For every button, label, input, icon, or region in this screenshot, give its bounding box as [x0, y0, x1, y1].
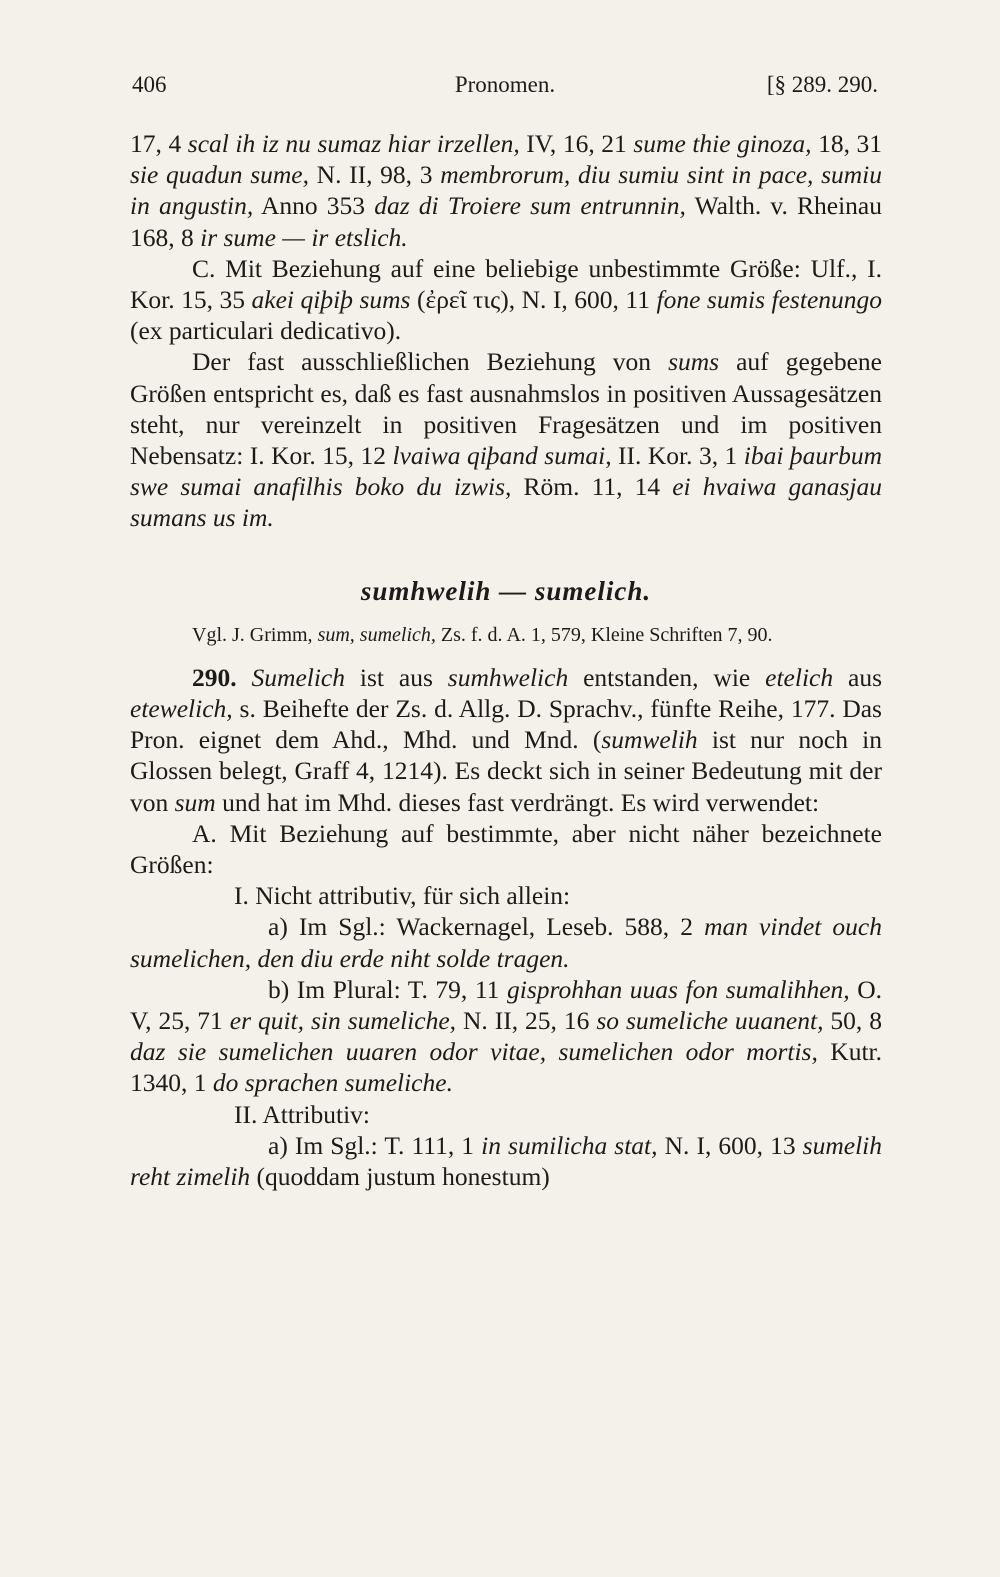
subsection-i-heading: I. Nicht attributiv, für sich allein: — [234, 881, 571, 911]
page-body — [130, 128, 882, 1192]
section-heading: sumhwelih — sumelich. — [360, 575, 652, 606]
item-a-attributive: a) Im Sgl.: T. 111, 1 in sumilicha stat, N. I, 600, 13 sumelih reht zimelih (quoddam justum honestum) — [130, 1130, 882, 1192]
paragraph-290: 290. Sumelich ist aus sumhwelich entstanden, wie etelich aus etewelich, s. Beihefte der Zs. d. Allg. D. Sprachv., fünfte Reihe, 177. Das Pron. eignet dem Ahd., Mhd. und Mnd. (sumwelih ist nur noch in Glossen belegt, Graff 4, 1214). Es deckt sich in seiner Bedeutung mit der von sum und hat im Mhd. dieses fast verdrängt. Es wird verwendet: — [130, 662, 882, 817]
section-reference: [§ 289. 290. — [766, 72, 878, 97]
running-title: Pronomen. — [454, 72, 556, 97]
paragraph-289-summary: Der fast ausschließlichen Beziehung von sums auf gegebene Größen entspricht es, daß es fast ausnahmslos in positiven Aussagesätzen steht, nur vereinzelt in positiven Fragesätzen und im positiven Nebensatz: I. Kor. 15, 12 lvaiwa qiþand sumai, II. Kor. 3, 1 ibai þaurbum swe sumai anafilhis boko du izwis, Röm. 11, 14 ei hvaiwa ganasjau sumans us im. — [130, 347, 883, 533]
reference-note: Vgl. J. Grimm, sum, sumelich, Zs. f. d. A. 1, 579, Kleine Schriften 7, 90. — [192, 623, 773, 646]
running-header — [132, 72, 878, 106]
paragraph-examples-289-b: 17, 4 scal ih iz nu sumaz hiar irzellen, IV, 16, 21 sume thie ginoza, 18, 31 sie quadun sume, N. II, 98, 3 membrorum, diu sumiu sint in pace, sumiu in angustin, Anno 353 daz di Troiere sum entrunnin, Walth. v. Rheinau 168, 8 ir sume — ir etslich. — [130, 129, 883, 252]
section-number: 290. — [192, 662, 237, 692]
paragraph-289-c: C. Mit Beziehung auf eine beliebige unbestimmte Größe: Ulf., I. Kor. 15, 35 akei qiþiþ sums (ἐρεῖ τις), N. I, 600, 11 fone sumis festenungo (ex particulari dedicativo). — [130, 253, 883, 346]
item-a-singular: a) Im Sgl.: Wackernagel, Leseb. 588, 2 man vindet ouch sumelichen, den diu erde niht solde tragen. — [130, 912, 882, 973]
subsection-a-heading: A. Mit Beziehung auf bestimmte, aber nicht näher bezeichnete Größen: — [130, 818, 882, 880]
item-b-plural: b) Im Plural: T. 79, 11 gisprohhan uuas fon sumalihhen, O. V, 25, 71 er quit, sin sumeliche, N. II, 25, 16 so sumeliche uuanent, 50, 8 daz sie sumelichen uuaren odor vitae, sumelichen odor mortis, Kutr. 1340, 1 do sprachen sumeliche. — [130, 974, 883, 1098]
subsection-ii-heading: II. Attributiv: — [234, 1099, 370, 1129]
page-number: 406 — [132, 72, 167, 97]
